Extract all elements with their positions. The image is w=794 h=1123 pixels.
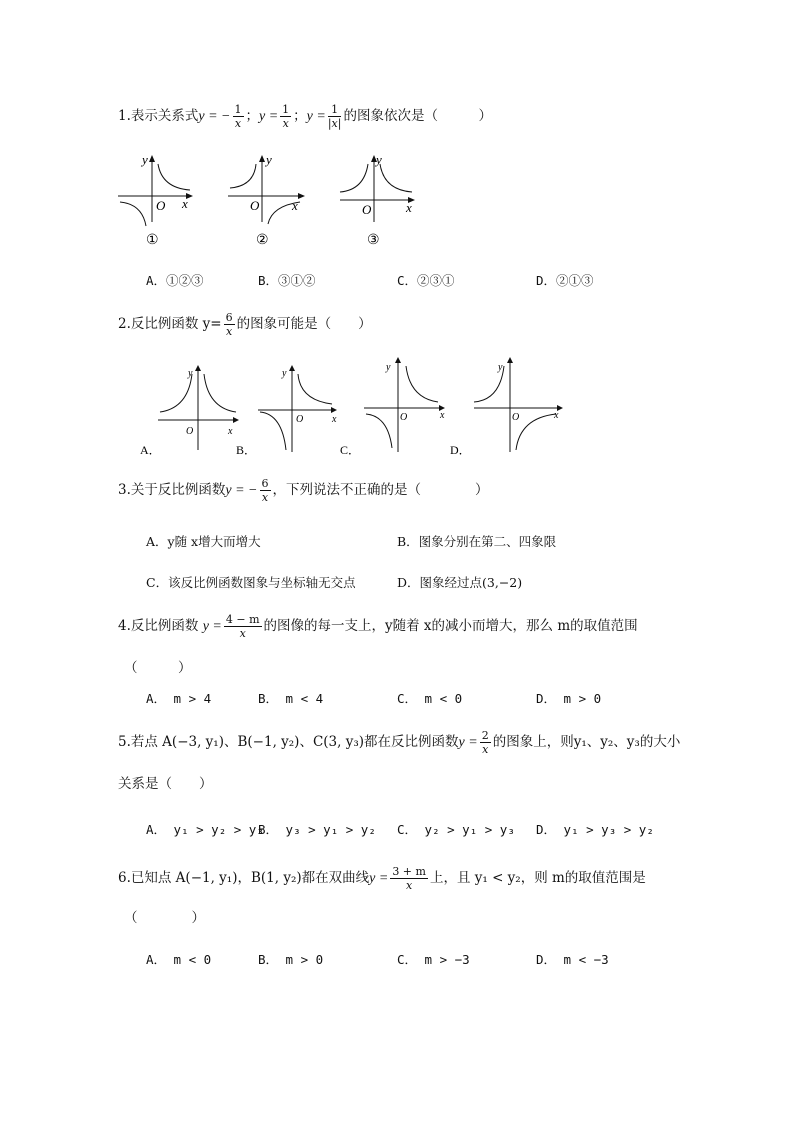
q5-prefix: 5.若点 A(−3, y₁)、B(−1, y₂)、C(3, y₃)都在反比例函数 (118, 734, 459, 750)
q1-prefix: 1.表示关系式 (118, 108, 199, 124)
q1-f1-num: 1 (234, 103, 242, 116)
q1-g2-label: ② (256, 233, 269, 248)
q2-label-a[interactable]: A． (140, 443, 161, 457)
q6-prefix: 6.已知点 A(−1, y₁)，B(1, y₂)都在双曲线 (118, 870, 370, 886)
q6-option-d[interactable]: D． m < −3 (536, 952, 609, 967)
q5-formula-fraction (480, 730, 491, 755)
q5-suffix: 的图象上，则y₁、y₂、y₃的大小 (492, 734, 681, 750)
q2-gd-x-label: x (554, 410, 559, 421)
q1-f2-den: x (282, 117, 289, 130)
q4-option-c[interactable]: C． m < 0 (397, 691, 463, 706)
q2-graph-a (158, 366, 238, 450)
q1-g1-origin-label: O (156, 198, 166, 213)
q1-f3-den: |x| (327, 117, 342, 130)
q4-formula-lhs: y = (202, 619, 222, 634)
q1-option-b[interactable]: B．③①② (258, 273, 316, 288)
q1-f3-num: 1 (328, 104, 342, 117)
q5-formula-lhs: y = (458, 735, 478, 750)
q1-formula-1-lhs: y = − (198, 109, 231, 124)
q5-option-d[interactable]: D． y₁ > y₃ > y₂ (536, 822, 654, 837)
q3-formula-fraction (260, 478, 271, 503)
q1-formula-2-fraction (280, 104, 291, 129)
q1-f2-num: 1 (282, 103, 290, 116)
q3-option-c[interactable]: C．该反比例函数图象与坐标轴无交点 (146, 575, 356, 590)
q5-option-c[interactable]: C． y₂ > y₁ > y₃ (397, 822, 515, 837)
q2-ga-x-label: x (228, 426, 233, 437)
q3-option-d[interactable]: D．图象经过点(3,−2) (397, 575, 523, 590)
q4-answer-blank[interactable]: （ ） (124, 660, 192, 676)
q2-gc-y-label: y (386, 362, 391, 373)
q6-f-den: x (406, 879, 413, 892)
q4-option-d[interactable]: D． m > 0 (536, 691, 602, 706)
q6-suffix: 上，且 y₁ < y₂，则 m的取值范围是 (429, 870, 646, 886)
q2-graph-b (258, 366, 337, 452)
q4-f-den: x (239, 627, 246, 640)
q1-graphs (112, 150, 432, 250)
q4-stem (118, 614, 638, 639)
q3-f-num: 6 (261, 477, 269, 490)
q1-g3-label: ③ (367, 233, 380, 248)
q6-f-num: 3 + m (392, 865, 426, 878)
q4-formula-fraction (224, 614, 262, 639)
q2-gc-x-label: x (440, 410, 445, 421)
q4-option-b[interactable]: B． m < 4 (258, 691, 324, 706)
q4-f-num: 4 − m (225, 613, 260, 626)
q1-sep-2: ； (293, 108, 307, 124)
q1-option-a[interactable]: A．①②③ (146, 273, 204, 288)
q6-option-b[interactable]: B． m > 0 (258, 952, 324, 967)
q1-g2-y-label: y (266, 152, 272, 167)
q2-label-b[interactable]: B． (236, 443, 257, 457)
q1-graph-3 (340, 152, 414, 248)
q1-g3-origin-label: O (362, 202, 372, 217)
q2-gd-y-label: y (498, 362, 503, 373)
q1-graph-1 (118, 152, 192, 248)
q3-option-b[interactable]: B．图象分别在第二、四象限 (397, 534, 557, 549)
q4-prefix: 4.反比例函数 (118, 618, 199, 634)
q1-formula-1-fraction (233, 104, 244, 129)
q1-stem (118, 104, 492, 129)
q3-option-a[interactable]: A．y随 x增大而增大 (146, 534, 261, 549)
q2-graphs (136, 356, 576, 462)
q3-prefix: 3.关于反比例函数 (118, 482, 226, 498)
q1-graph-2 (228, 152, 304, 248)
q1-formula-3-fraction (328, 104, 342, 129)
q2-gd-origin-label: O (512, 412, 520, 423)
q5-option-a[interactable]: A． y₁ > y₂ > y₃ (146, 822, 264, 837)
q2-gc-origin-label: O (400, 412, 408, 423)
q1-option-d[interactable]: D．②①③ (536, 273, 594, 288)
q2-gb-x-label: x (332, 414, 337, 425)
q2-f-num: 6 (225, 311, 233, 324)
q3-stem (118, 478, 489, 503)
q2-graph-c (364, 358, 445, 452)
q6-option-a[interactable]: A． m < 0 (146, 952, 212, 967)
q5-option-b[interactable]: B． y₃ > y₁ > y₂ (258, 822, 376, 837)
q4-suffix: 的图像的每一支上，y随着 x的减小而增大，那么 m的取值范围 (263, 618, 638, 634)
q2-prefix: 2.反比例函数 y= (118, 316, 222, 332)
q2-suffix: 的图象可能是（ ） (236, 316, 372, 332)
q5-stem-line2: 关系是（ ） (118, 776, 213, 792)
q1-g1-y-label: y (142, 152, 148, 167)
q1-suffix: 的图象依次是（ ） (343, 108, 492, 124)
q2-ga-y-label: y (188, 368, 193, 379)
q1-g3-y-label: y (376, 152, 382, 167)
q1-g2-origin-label: O (250, 198, 260, 213)
q6-stem (118, 866, 646, 891)
q6-answer-blank[interactable]: （ ） (124, 910, 205, 926)
q1-option-c[interactable]: C．②③① (397, 273, 455, 288)
q2-stem (118, 312, 372, 337)
q2-graph-d (474, 358, 562, 452)
q2-label-c[interactable]: C． (340, 443, 361, 457)
q6-formula-lhs: y = (369, 871, 389, 886)
q2-gb-y-label: y (282, 368, 287, 379)
q6-formula-fraction (390, 866, 428, 891)
q1-f1-den: x (234, 117, 242, 130)
q2-formula-fraction (224, 312, 235, 337)
q1-formula-2-lhs: y = (259, 109, 279, 124)
q5-stem (118, 730, 680, 755)
q2-ga-origin-label: O (186, 426, 194, 437)
q2-label-d[interactable]: D． (450, 443, 471, 457)
q1-sep-1: ； (245, 108, 259, 124)
q1-g2-x-label: x (292, 198, 298, 213)
q1-g3-x-label: x (406, 200, 412, 215)
q5-f-den: x (482, 743, 489, 756)
q3-f-den: x (261, 491, 269, 504)
q5-f-num: 2 (481, 729, 489, 742)
q6-option-c[interactable]: C． m > −3 (397, 952, 470, 967)
q4-option-a[interactable]: A． m > 4 (146, 691, 212, 706)
q2-gb-origin-label: O (296, 414, 304, 425)
q3-suffix: ，下列说法不正确的是（ ） (272, 482, 489, 498)
q1-g1-x-label: x (182, 196, 188, 211)
q1-formula-3-lhs: y = (306, 109, 326, 124)
q2-f-den: x (226, 325, 233, 338)
q1-g1-label: ① (146, 233, 159, 248)
q3-formula-lhs: y = − (225, 483, 258, 498)
